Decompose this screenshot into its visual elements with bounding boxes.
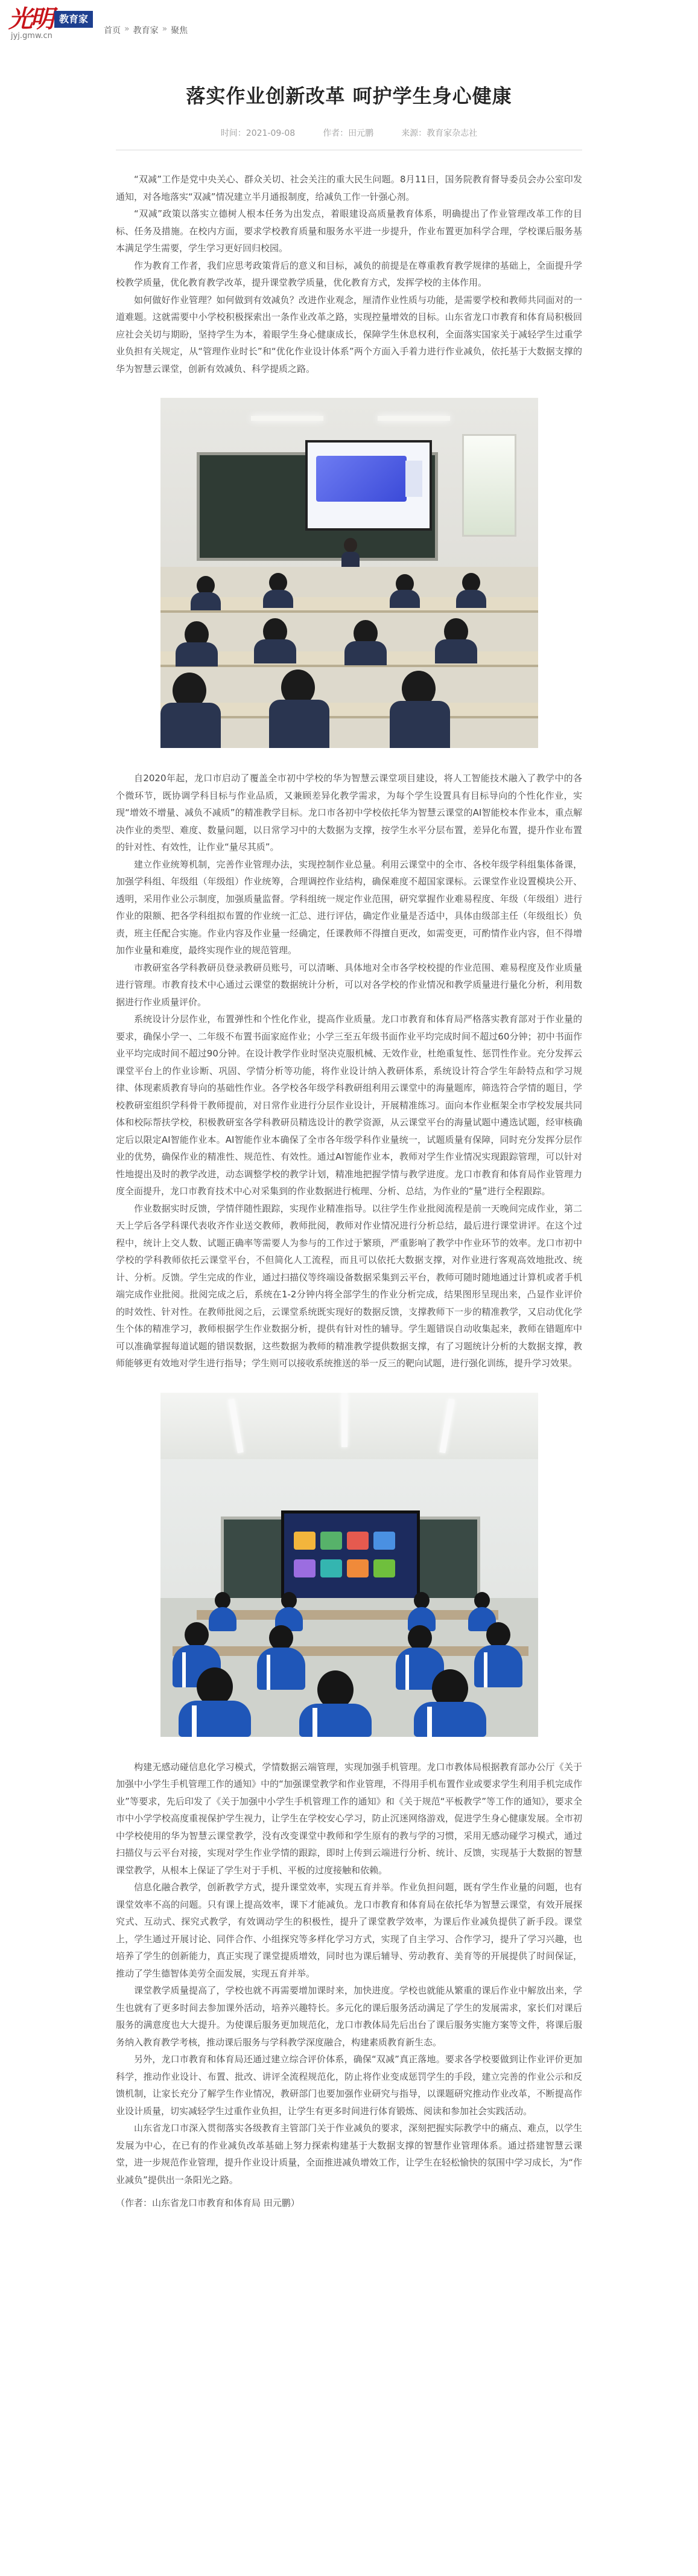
paragraph-group-closing <box>116 1759 582 2189</box>
article-body <box>116 171 582 2212</box>
site-logo[interactable] <box>8 6 93 40</box>
breadcrumb <box>104 24 188 36</box>
article-paragraph: 作业数据实时反馈，学情伴随性跟踪，实现作业精准指导。以往学生作业批阅流程是前一天晚间完成作业，第二天上学后各学科课代表收齐作业送交教师，教师批阅，教师对作业情况进行分析总结，最后进行课堂讲评。在这个过程中，统计上交人数、试题正确率等需要人为参与的工作过于繁琐，严重影响了教学中作业环节的效率。龙口市初中学校的学科教师依托云课堂平台，不但简化人工流程，而且可以依托大数据支撑，对作业进行客观高效地批改、统计、分析。反馈。学生完成的作业，通过扫描仪等终端设备数据采集到云平台，教师可随时随地通过计算机或者手机端完成作业批阅。批阅完成之后，系统在1-2分钟内将全部学生的作业分析完成，结果图形呈现出来，凸显作业评价的时效性、针对性。在教师批阅之后，云课堂系统既实现好的数据反馈，支撑教师下一步的精准教学，又启动优化学生个体的精准学习，教师根据学生作业数据分析，提供有针对性的辅导。学生题错误自动收集起来，教师在错题库中可以准确掌握每道试题的错误数据，这些数据为教师的精准教学提供数据支撑，有了习题统计分析的大数据支撑，教师能够更有效地对学生进行指导；学生则可以接收系统推送的举一反三的靶向试题，进行强化训练，提升学习效果。 <box>116 1203 582 1369</box>
article-paragraph: 如何做好作业管理？如何做到有效减负？改进作业观念，厘清作业性质与功能，是需要学校和教师共同面对的一道难题。这就需要中小学校积极探索出一条作业改革之路，实现控量增效的目标。山东省龙口市教育和体育局积极回应社会关切与期盼，坚持学生为本，着眼学生身心健康成长，保障学生休息权利，全面落实国家关于减轻学生过重学业负担有关规定，从“管理作业时长”和“优化作业设计体系”两个方面入手着力进行作业减负，依托基于大数据支撑的华为智慧云课堂，创新有效减负、科学提质之路。 <box>116 294 582 374</box>
article-paragraph: 另外，龙口市教育和体育局还通过建立综合评价体系，确保“双减”真正落地。要求各学校要做到让作业评价更加科学，推动作业设计、布置、批改、讲评全流程规范化，防止将作业变成惩罚学生的手段，建立完善的作业公示和反馈机制，让家长充分了解学生作业情况，教研部门也要加强作业研究与指导，以课题研究推动作业改革，不断提高作业设计质量，切实减轻学生过重作业负担，让学生有更多时间进行体育锻炼、阅读和参加社会实践活动。 <box>116 2054 582 2117</box>
paragraph-group-main <box>116 770 582 1372</box>
article-paragraph: 构建无感动碰信息化学习模式，学情数据云端管理，实现加强手机管理。龙口市教体局根据教育部办公厅《关于加强中小学生手机管理工作的通知》中的“加强课堂教学和作业管理，不得用手机布置作业或要求学生利用手机完成作业”等要求，先后印发了《关于加强中小学生手机管理工作的通知》和《关于规范“平板教学”等工作的通知》，要求全市中小学学校高度重视保护学生视力，让学生在学校安心学习，防止沉迷网络游戏，促进学生身心健康发展。全市初中学校使用的华为智慧云课堂教学，没有改变课堂中教师和学生原有的教与学的习惯，采用无感动碰学习模式，通过扫描仪与云平台对接，实现对学生作业学情的跟踪，即时上传到云端进行分析、统计、反馈，实现基于大数据的智慧课堂教学，从根本上保证了学生对于手机、平板的过度接触和依赖。 <box>116 1761 582 1876</box>
article-source: 来源：教育家杂志社 <box>401 129 478 138</box>
breadcrumb-channel-link[interactable]: 教育家 <box>133 26 159 36</box>
article-paragraph: 课堂教学质量提高了，学校也就不再需要增加课时来，加快进度。学校也就能从繁重的课后作业中解放出来，学生也就有了更多时间去参加课外活动，培养兴趣特长。多元化的课后服务活动满足了学生的发展需求，家长们对课后服务的满意度也大大提升。为使课后服务更加规范化，龙口市教体局先后出台了课后服务实施方案等文件，将课后服务纳入教育教学考核，推动课后服务与学科教学深度融合，构建素质教育新生态。 <box>116 1985 582 2048</box>
logo-url: jyj.gmw.cn <box>11 31 52 40</box>
classroom-students-photo <box>160 1393 538 1737</box>
figure-classroom-lecture <box>116 398 582 748</box>
article <box>0 81 698 2212</box>
classroom-lecture-photo <box>160 398 538 748</box>
article-byline: （作者：山东省龙口市教育和体育局 田元鹏） <box>116 2197 300 2208</box>
logo-badge: 教育家 <box>54 11 93 28</box>
article-paragraph: 自2020年起，龙口市启动了覆盖全市初中学校的华为智慧云课堂项目建设，将人工智能技术融入了教学中的各个微环节，既协调学科目标与作业品质，又兼顾差异化教学需求，为每个学生设置具有目标导向的个性化作业，实现“增效不增量、减负不减质”的精准教学目标。龙口市各初中学校依托华为智慧云课堂的AI智能校本作业本，重点解决作业的类型、难度、数量问题，以日常学习中的大数据为支撑，按学生水平分层布置，差异化布置，提升作业布置的针对性、有效性，让作业“量尽其质”。 <box>116 773 582 852</box>
article-paragraph: 山东省龙口市深入贯彻落实各级教育主管部门关于作业减负的要求，深刻把握实际教学中的痛点、难点，以学生发展为中心，在已有的作业减负改革基础上努力探索构建基于大数据支撑的智慧作业管理体系。通过搭建智慧云课堂，进一步规范作业管理，提升作业设计质量，全面推进减负增效工作，让学生在轻松愉快的氛围中学习成长，为“作业减负”提供出一条阳光之路。 <box>116 2123 582 2185</box>
site-header <box>0 0 698 54</box>
article-title: 落实作业创新改革 呵护学生身心健康 <box>186 85 512 107</box>
article-paragraph: “双减”政策以落实立德树人根本任务为出发点，着眼建设高质量教育体系，明确提出了作业管理改革工作的目标、任务及措施。在校内方面，要求学校教育质量和服务水平进一步提升，作业布置更加科学合理，学校课后服务基本满足学生需要，学生学习更好回归校园。 <box>116 208 582 254</box>
figure-classroom-students <box>116 1393 582 1737</box>
breadcrumb-separator: » <box>162 24 168 34</box>
article-paragraph: 作为教育工作者，我们应思考政策背后的意义和目标，减负的前提是在尊重教育教学规律的基础上，全面提升学校教学质量，优化教育教学改革，提升课堂教学质量，优化教育方式，发挥学校的主体作用。 <box>116 260 582 288</box>
publish-time: 时间：2021-09-08 <box>220 129 296 138</box>
breadcrumb-home-link[interactable]: 首页 <box>104 26 121 36</box>
logo-mark: 光明 <box>8 5 52 33</box>
article-paragraph: 建立作业统筹机制，完善作业管理办法，实现控制作业总量。利用云课堂中的全市、各校年级学科组集体备课，加强学科组、年级组（年级组）作业统筹，合理调控作业结构，确保难度不超国家课标。云课堂作业设置模块公开、透明，采用作业公示制度，加强质量监督。学科组统一规定作业范围，研究掌握作业难易程度、年级（年级组）进行作业的限额、把各学科组拟布置的作业统一汇总、进行评估，确定作业量是否适中，具体由级部主任（年级组长）负责，班主任配合实施。作业内容及作业量一经确定，任课教师不得擅自更改，如需变更，可酌情作业内容，但不得增加作业量和难度，最终实现作业的规范管理。 <box>116 858 582 956</box>
article-paragraph: 系统设计分层作业，布置弹性和个性化作业，提高作业质量。龙口市教育和体育局严格落实教育部对于作业量的要求，确保小学一、二年级不布置书面家庭作业；小学三至五年级书面作业平均完成时间不超过60分钟；初中书面作业平均完成时间不超过90分钟。在设计教学作业时坚决克服机械、无效作业，杜绝重复性、惩罚性作业。充分发挥云课堂平台上的作业诊断、巩固、学情分析等功能，将作业设计纳入教研体系，系统设计符合学生年龄特点和学习规律、体现素质教育导向的基础性作业。各学校各年级学科教研组利用云课堂中的海量题库，筛选符合学情的题目，学校教研室组织学科骨干教师提前，对日常作业进行分层作业设计，开展精准练习。面向本作业框架全市学校发展共同体和校际帮扶学校，积极教研室各学科教研员精选设计的教学资源，从云课堂平台的海量试题中遴选试题，经审核确定后以限定AI智能作业本。AI智能作业本确保了全市各年级学科作业量统一，试题质量有保障，同时充分发挥分层作业的优势，确保作业的精准性、规范性、有效性。通过AI智能作业本，教师对学生作业情况实现跟踪管理，可以针对性地提出及时的教学改进，动态调整学校的教学计划，精准地把握学情与教学进度。龙口市教育和体育局作业管理力度全面提升，龙口市教育技术中心对采集到的作业数据进行梳理、分析、总结，为作业的“量”进行全程跟踪。 <box>116 1014 582 1197</box>
article-meta <box>116 127 582 150</box>
article-paragraph: 信息化融合教学，创新教学方式，提升课堂效率，实现五育并举。作业负担问题，既有学生作业量的问题，也有课堂效率不高的问题。只有课上提高效率，课下才能减负。龙口市教育和体育局在依托华为智慧云课堂，有效开展探究式、互动式、探究式教学，有效调动学生的积极性，提升了课堂教学效率，为课后作业减负提供了新手段。课堂上，学生通过开展讨论、同伴合作、小组探究等多样化学习方式，实现了自主学习、合作学习，提升了学习兴趣，也培养了学生的创新能力，真正实现了课堂提质增效，同时也为课后辅导、劳动教育、美育等的开展提供了时间保证，推动了学生德智体美劳全面发展，实现五育并举。 <box>116 1882 582 1979</box>
article-paragraph: “双减”工作是党中央关心、群众关切、社会关注的重大民生问题。8月11日，国务院教育督导委员会办公室印发通知，对各地落实“双减”情况建立半月通报制度，给减负工作一针强心剂。 <box>116 174 582 202</box>
breadcrumb-section-link[interactable]: 聚焦 <box>171 26 188 36</box>
article-author: 作者：田元鹏 <box>323 129 374 138</box>
article-paragraph: 市教研室各学科教研员登录教研员账号，可以清晰、具体地对全市各学校校提的作业范围、难易程度及作业质量进行管理。市教育技术中心通过云课堂的数据统计分析，可以对各学校的作业情况和教学质量进行量化分析，利用数据进行作业质量评价。 <box>116 962 582 1008</box>
paragraph-group-intro <box>116 171 582 377</box>
breadcrumb-separator: » <box>124 24 130 34</box>
